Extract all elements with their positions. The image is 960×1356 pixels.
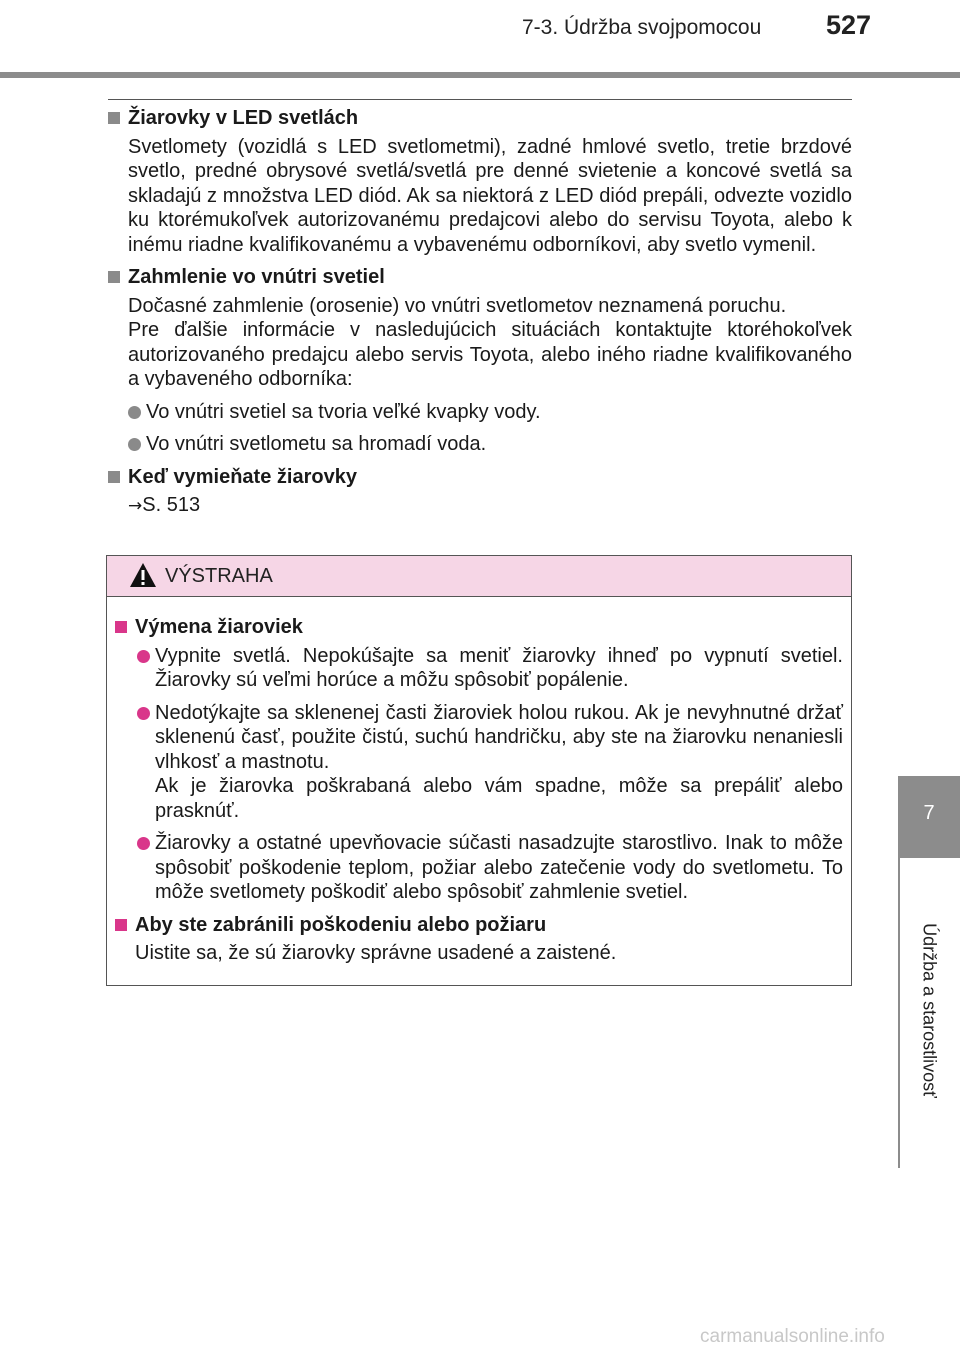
square-bullet-icon [108, 271, 120, 283]
paragraph: Dočasné zahmlenie (orosenie) vo vnútri svetlometov neznamená poruchu. [128, 294, 787, 317]
paragraph: Svetlomety (vozidlá s LED svetlometmi), zadné hmlové svetlo, tretie brzdové svetlo, predné obrysové svetlá/svetlá pre denné svietenie a koncové svetlá sa skladajú z množstva LED diód. Ak sa niektorá z LED diód prepáli, odvezte vozidlo ku ktorémukoľvek autorizovanému predajcovi alebo do servisu Toyota, alebo k inému riadne kvalifikovanému a vybavenému odborníkovi, aby svetlo vymenil. [128, 135, 852, 256]
circle-bullet-icon [128, 406, 141, 419]
top-divider [108, 99, 852, 100]
warning-header [107, 556, 851, 597]
warning-box [106, 555, 852, 986]
paragraph: Pre ďalšie informácie v nasledujúcich situáciách kontaktujte ktoréhokoľvek autorizovaného predajcu alebo servis Toyota, alebo iného riadne kvalifikovaného a vybaveného odborníka: [128, 319, 852, 390]
circle-bullet-icon [137, 707, 150, 720]
list-item: Nedotýkajte sa sklenenej časti žiaroviek holou rukou. Ak je nevyhnutné držať sklenenú časť, použite čistú, suchú handričku, aby ste na žiarovku nenaniesli vlhkosť a mastnotu. Ak je žiarovka poškrabaná alebo vám spadne, môže sa prepáliť alebo prasknúť. [115, 701, 843, 824]
arrow-icon: → [128, 496, 143, 516]
circle-bullet-icon [128, 438, 141, 451]
list-item: Žiarovky a ostatné upevňovacie súčasti nasadzujte starostlivo. Inak to môže spôsobiť poškodenie teplom, požiar alebo zatečenie vody do svetlometu. To môže svetlomety poškodiť alebo spôsobiť zahmlenie svetiel. [115, 831, 843, 905]
page-reference[interactable] [108, 493, 852, 519]
circle-bullet-icon [137, 837, 150, 850]
main-content [108, 106, 852, 527]
warning-section-heading: Aby ste zabránili poškodeniu alebo požiaru [115, 913, 843, 938]
square-bullet-icon [108, 471, 120, 483]
chapter-tab-line [898, 858, 900, 1168]
section-title: 7-3. Údržba svojpomocou [522, 16, 762, 39]
header-rule [0, 72, 960, 78]
square-bullet-icon [115, 919, 127, 931]
circle-bullet-icon [137, 650, 150, 663]
list-item: Vo vnútri svetiel sa tvoria veľké kvapky vody. [108, 400, 852, 425]
page-number: 527 [826, 10, 872, 40]
reference-link[interactable]: S. 513 [142, 494, 201, 516]
chapter-label: Údržba a starostlivosť [919, 923, 940, 1098]
warning-title: VÝSTRAHA [165, 565, 273, 587]
chapter-tab[interactable] [898, 776, 960, 858]
page-header [0, 0, 960, 78]
watermark: carmanualsonline.info [700, 1326, 885, 1347]
section-heading: Žiarovky v LED svetlách [108, 106, 852, 131]
warning-section-heading: Výmena žiaroviek [115, 615, 843, 640]
chapter-number: 7 [923, 802, 935, 824]
list-item: Vypnite svetlá. Nepokúšajte sa meniť žiarovky ihneď po vypnutí svetiel. Žiarovky sú veľmi horúce a môžu spôsobiť popálenie. [115, 644, 843, 693]
section-heading: Keď vymieňate žiarovky [108, 465, 852, 490]
warning-body [107, 597, 851, 966]
square-bullet-icon [108, 112, 120, 124]
list-item: Vo vnútri svetlometu sa hromadí voda. [108, 432, 852, 457]
warning-icon [129, 562, 157, 588]
section-heading: Zahmlenie vo vnútri svetiel [108, 265, 852, 290]
paragraph: Uistite sa, že sú žiarovky správne usadené a zaistené. [135, 942, 617, 964]
square-bullet-icon [115, 621, 127, 633]
